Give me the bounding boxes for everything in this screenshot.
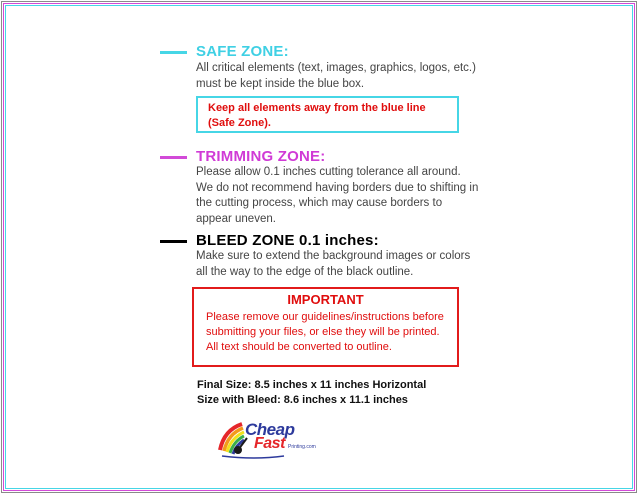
description-line: Make sure to extend the background images or colors (196, 250, 471, 262)
important-notice-box (192, 287, 459, 367)
description-line: Please allow 0.1 inches cutting tolerance all around. (196, 166, 461, 178)
logo-word-cheap: Cheap (245, 420, 295, 439)
logo-word-fast: Fast (254, 435, 285, 452)
note-line: (Safe Zone). (208, 116, 271, 129)
description-line: the cutting process, which may cause borders to (196, 197, 443, 209)
important-text (206, 310, 444, 355)
trimming-zone-heading: TRIMMING ZONE: (196, 148, 326, 165)
important-line: All text should be converted to outline. (206, 341, 392, 353)
cheap-fast-printing-logo (214, 416, 314, 462)
bleed-size: Size with Bleed: 8.6 inches x 11.1 inches (197, 393, 408, 406)
trimming-zone-description (196, 165, 478, 227)
description-line: We do not recommend having borders due to shifting in (196, 181, 479, 194)
safe-zone-marker (160, 51, 187, 54)
description-line: appear uneven. (196, 212, 276, 225)
description-line: must be kept inside the blue box. (196, 77, 365, 90)
safe-zone-description (196, 61, 476, 92)
trimming-zone-marker (160, 156, 187, 159)
final-size: Final Size: 8.5 inches x 11 inches Horizontal (197, 379, 427, 391)
logo-word-printing: Printing.com (288, 444, 316, 450)
important-line: submitting your files, or else they will be printed. (206, 326, 440, 338)
bleed-zone-heading: BLEED ZONE 0.1 inches: (196, 232, 379, 249)
description-line: all the way to the edge of the black outline. (196, 265, 414, 278)
description-line: All critical elements (text, images, graphics, logos, etc.) (196, 62, 476, 74)
bleed-zone-marker (160, 240, 187, 243)
important-line: Please remove our guidelines/instructions before (206, 311, 444, 323)
safe-zone-note-box (196, 96, 459, 133)
note-line: Keep all elements away from the blue line (208, 102, 426, 114)
safe-zone-heading: SAFE ZONE: (196, 43, 289, 60)
bleed-zone-description (196, 249, 470, 280)
important-title: IMPORTANT (287, 292, 364, 307)
size-info (197, 378, 426, 407)
